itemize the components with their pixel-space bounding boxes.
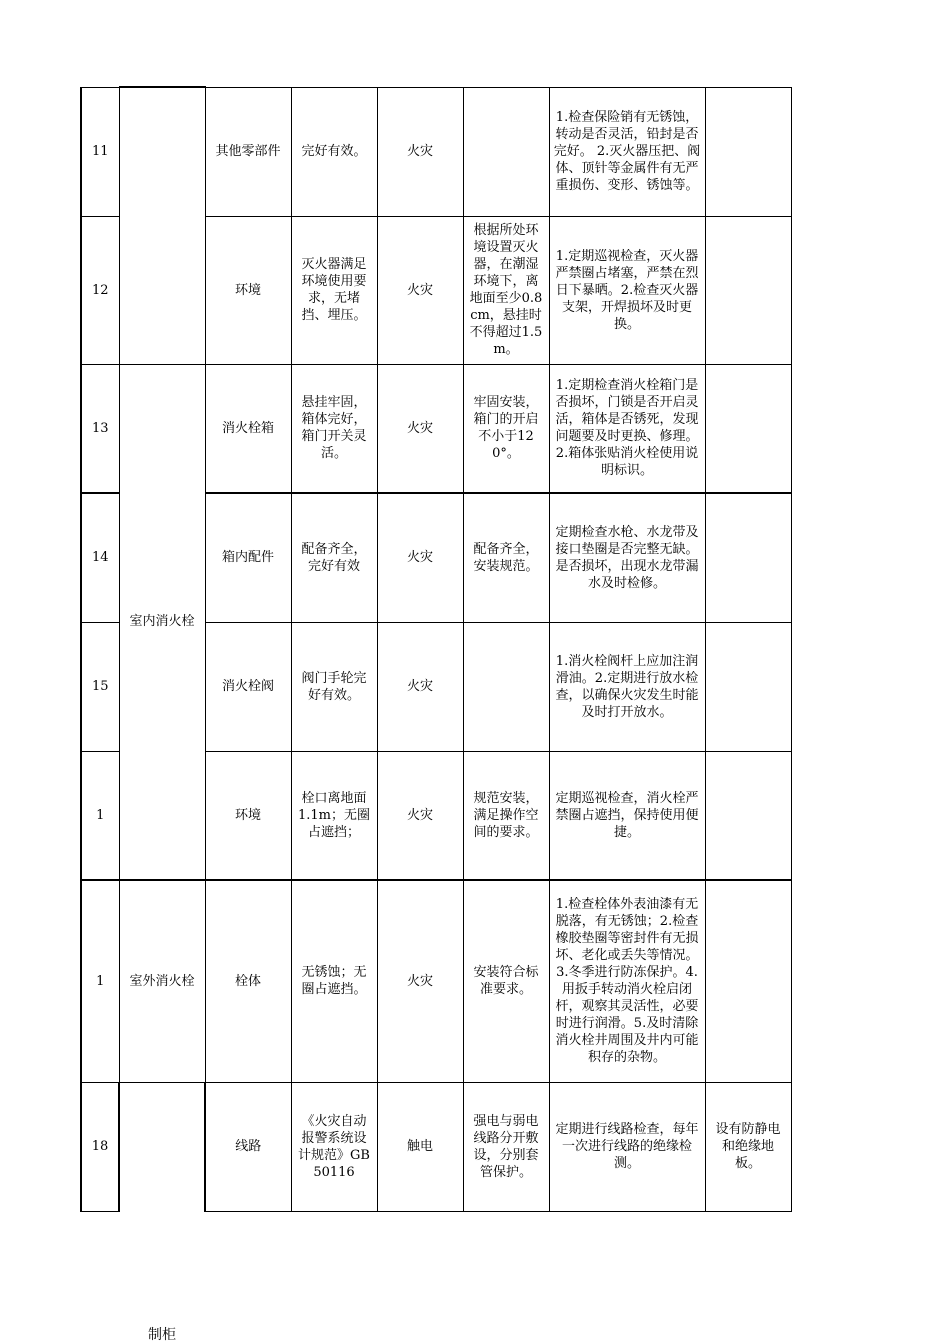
- protection-cell: [705, 364, 791, 493]
- measures-cell: 定期巡视检查，消火栓严禁圈占遮挡，保持使用便捷。: [549, 751, 705, 880]
- item-cell: 消火栓箱: [205, 364, 291, 493]
- requirement-cell: 规范安装，满足操作空间的要求。: [463, 751, 549, 880]
- requirement-cell: 强电与弱电线路分开敷设，分别套管保护。: [463, 1082, 549, 1211]
- hazard-cell: 触电: [377, 1082, 463, 1211]
- measures-cell: 1.消火栓阀杆上应加注润滑油。2.定期进行放水检查，以确保火灾发生时能及时打开放水。: [549, 622, 705, 751]
- row-number: 14: [81, 493, 119, 622]
- protection-cell: [705, 880, 791, 1082]
- row-number: 1: [81, 751, 119, 880]
- row-number: 15: [81, 622, 119, 751]
- item-cell: 线路: [205, 1082, 291, 1211]
- requirement-cell: 根据所处环境设置灭火器，在潮湿环境下，离地面至少0.8cm，悬挂时不得超过1.5m。: [463, 216, 549, 364]
- hazard-cell: 火灾: [377, 880, 463, 1082]
- requirement-cell: [463, 622, 549, 751]
- item-cell: 环境: [205, 751, 291, 880]
- standard-cell: 灭火器满足环境使用要求，无堵挡、埋压。: [291, 216, 377, 364]
- protection-cell: [705, 216, 791, 364]
- row-number: 1: [81, 880, 119, 1082]
- row-number: 11: [81, 87, 119, 216]
- protection-cell: 设有防静电和绝缘地板。: [705, 1082, 791, 1211]
- standard-cell: 配备齐全，完好有效: [291, 493, 377, 622]
- item-cell: 箱内配件: [205, 493, 291, 622]
- hazard-cell: 火灾: [377, 364, 463, 493]
- footer-text: 制柜: [148, 1327, 176, 1343]
- standard-cell: 栓口离地面1.1m；无圈占遮挡；: [291, 751, 377, 880]
- standard-cell: 完好有效。: [291, 87, 377, 216]
- standard-cell: 《火灾自动报警系统设计规范》GB50116: [291, 1082, 377, 1211]
- requirement-cell: 牢固安装，箱门的开启不小于120°。: [463, 364, 549, 493]
- measures-cell: 1.定期巡视检查，灭火器严禁圈占堵塞，严禁在烈日下暴晒。2.检查灭火器支架，开焊损坏及时更换。: [549, 216, 705, 364]
- standard-cell: 无锈蚀；无圈占遮挡。: [291, 880, 377, 1082]
- hazard-cell: 火灾: [377, 751, 463, 880]
- hazard-cell: 火灾: [377, 622, 463, 751]
- item-cell: 环境: [205, 216, 291, 364]
- category-cell: 室外消火栓: [119, 880, 205, 1082]
- category-cell: [119, 87, 205, 364]
- measures-cell: 1.检查栓体外表油漆有无脱落，有无锈蚀；2.检查橡胶垫圈等密封件有无损坏、老化或丢失等情况。3.冬季进行防冻保护。4.用扳手转动消火栓启闭杆，观察其灵活性，必要时进行润滑。5.及时清除消火栓井周围及井内可能积存的杂物。: [549, 880, 705, 1082]
- standard-cell: 悬挂牢固，箱体完好，箱门开关灵活。: [291, 364, 377, 493]
- inspection-table: [80, 86, 792, 1212]
- item-cell: 栓体: [205, 880, 291, 1082]
- table-row: [81, 364, 791, 493]
- item-cell: 其他零部件: [205, 87, 291, 216]
- measures-cell: 1.检查保险销有无锈蚀，转动是否灵活，铅封是否完好。 2.灭火器压把、阀体、顶针等金属件有无严重损伤、变形、锈蚀等。: [549, 87, 705, 216]
- measures-cell: 定期进行线路检查，每年一次进行线路的绝缘检测。: [549, 1082, 705, 1211]
- row-number: 18: [81, 1082, 119, 1211]
- hazard-cell: 火灾: [377, 493, 463, 622]
- standard-cell: 阀门手轮完好有效。: [291, 622, 377, 751]
- requirement-cell: [463, 87, 549, 216]
- row-number: 13: [81, 364, 119, 493]
- table-row: [81, 880, 791, 1082]
- row-number: 12: [81, 216, 119, 364]
- category-cell: 室内消火栓: [119, 364, 205, 880]
- protection-cell: [705, 751, 791, 880]
- table-row: [81, 87, 791, 216]
- protection-cell: [705, 622, 791, 751]
- measures-cell: 1.定期检查消火栓箱门是否损坏，门锁是否开启灵活，箱体是否锈死，发现问题要及时更换、修理。2.箱体张贴消火栓使用说明标识。: [549, 364, 705, 493]
- requirement-cell: 配备齐全，安装规范。: [463, 493, 549, 622]
- protection-cell: [705, 493, 791, 622]
- protection-cell: [705, 87, 791, 216]
- table-row: [81, 1082, 791, 1211]
- measures-cell: 定期检查水枪、水龙带及接口垫圈是否完整无缺。是否损坏，出现水龙带漏水及时检修。: [549, 493, 705, 622]
- item-cell: 消火栓阀: [205, 622, 291, 751]
- requirement-cell: 安装符合标准要求。: [463, 880, 549, 1082]
- category-cell: [119, 1082, 205, 1211]
- hazard-cell: 火灾: [377, 216, 463, 364]
- hazard-cell: 火灾: [377, 87, 463, 216]
